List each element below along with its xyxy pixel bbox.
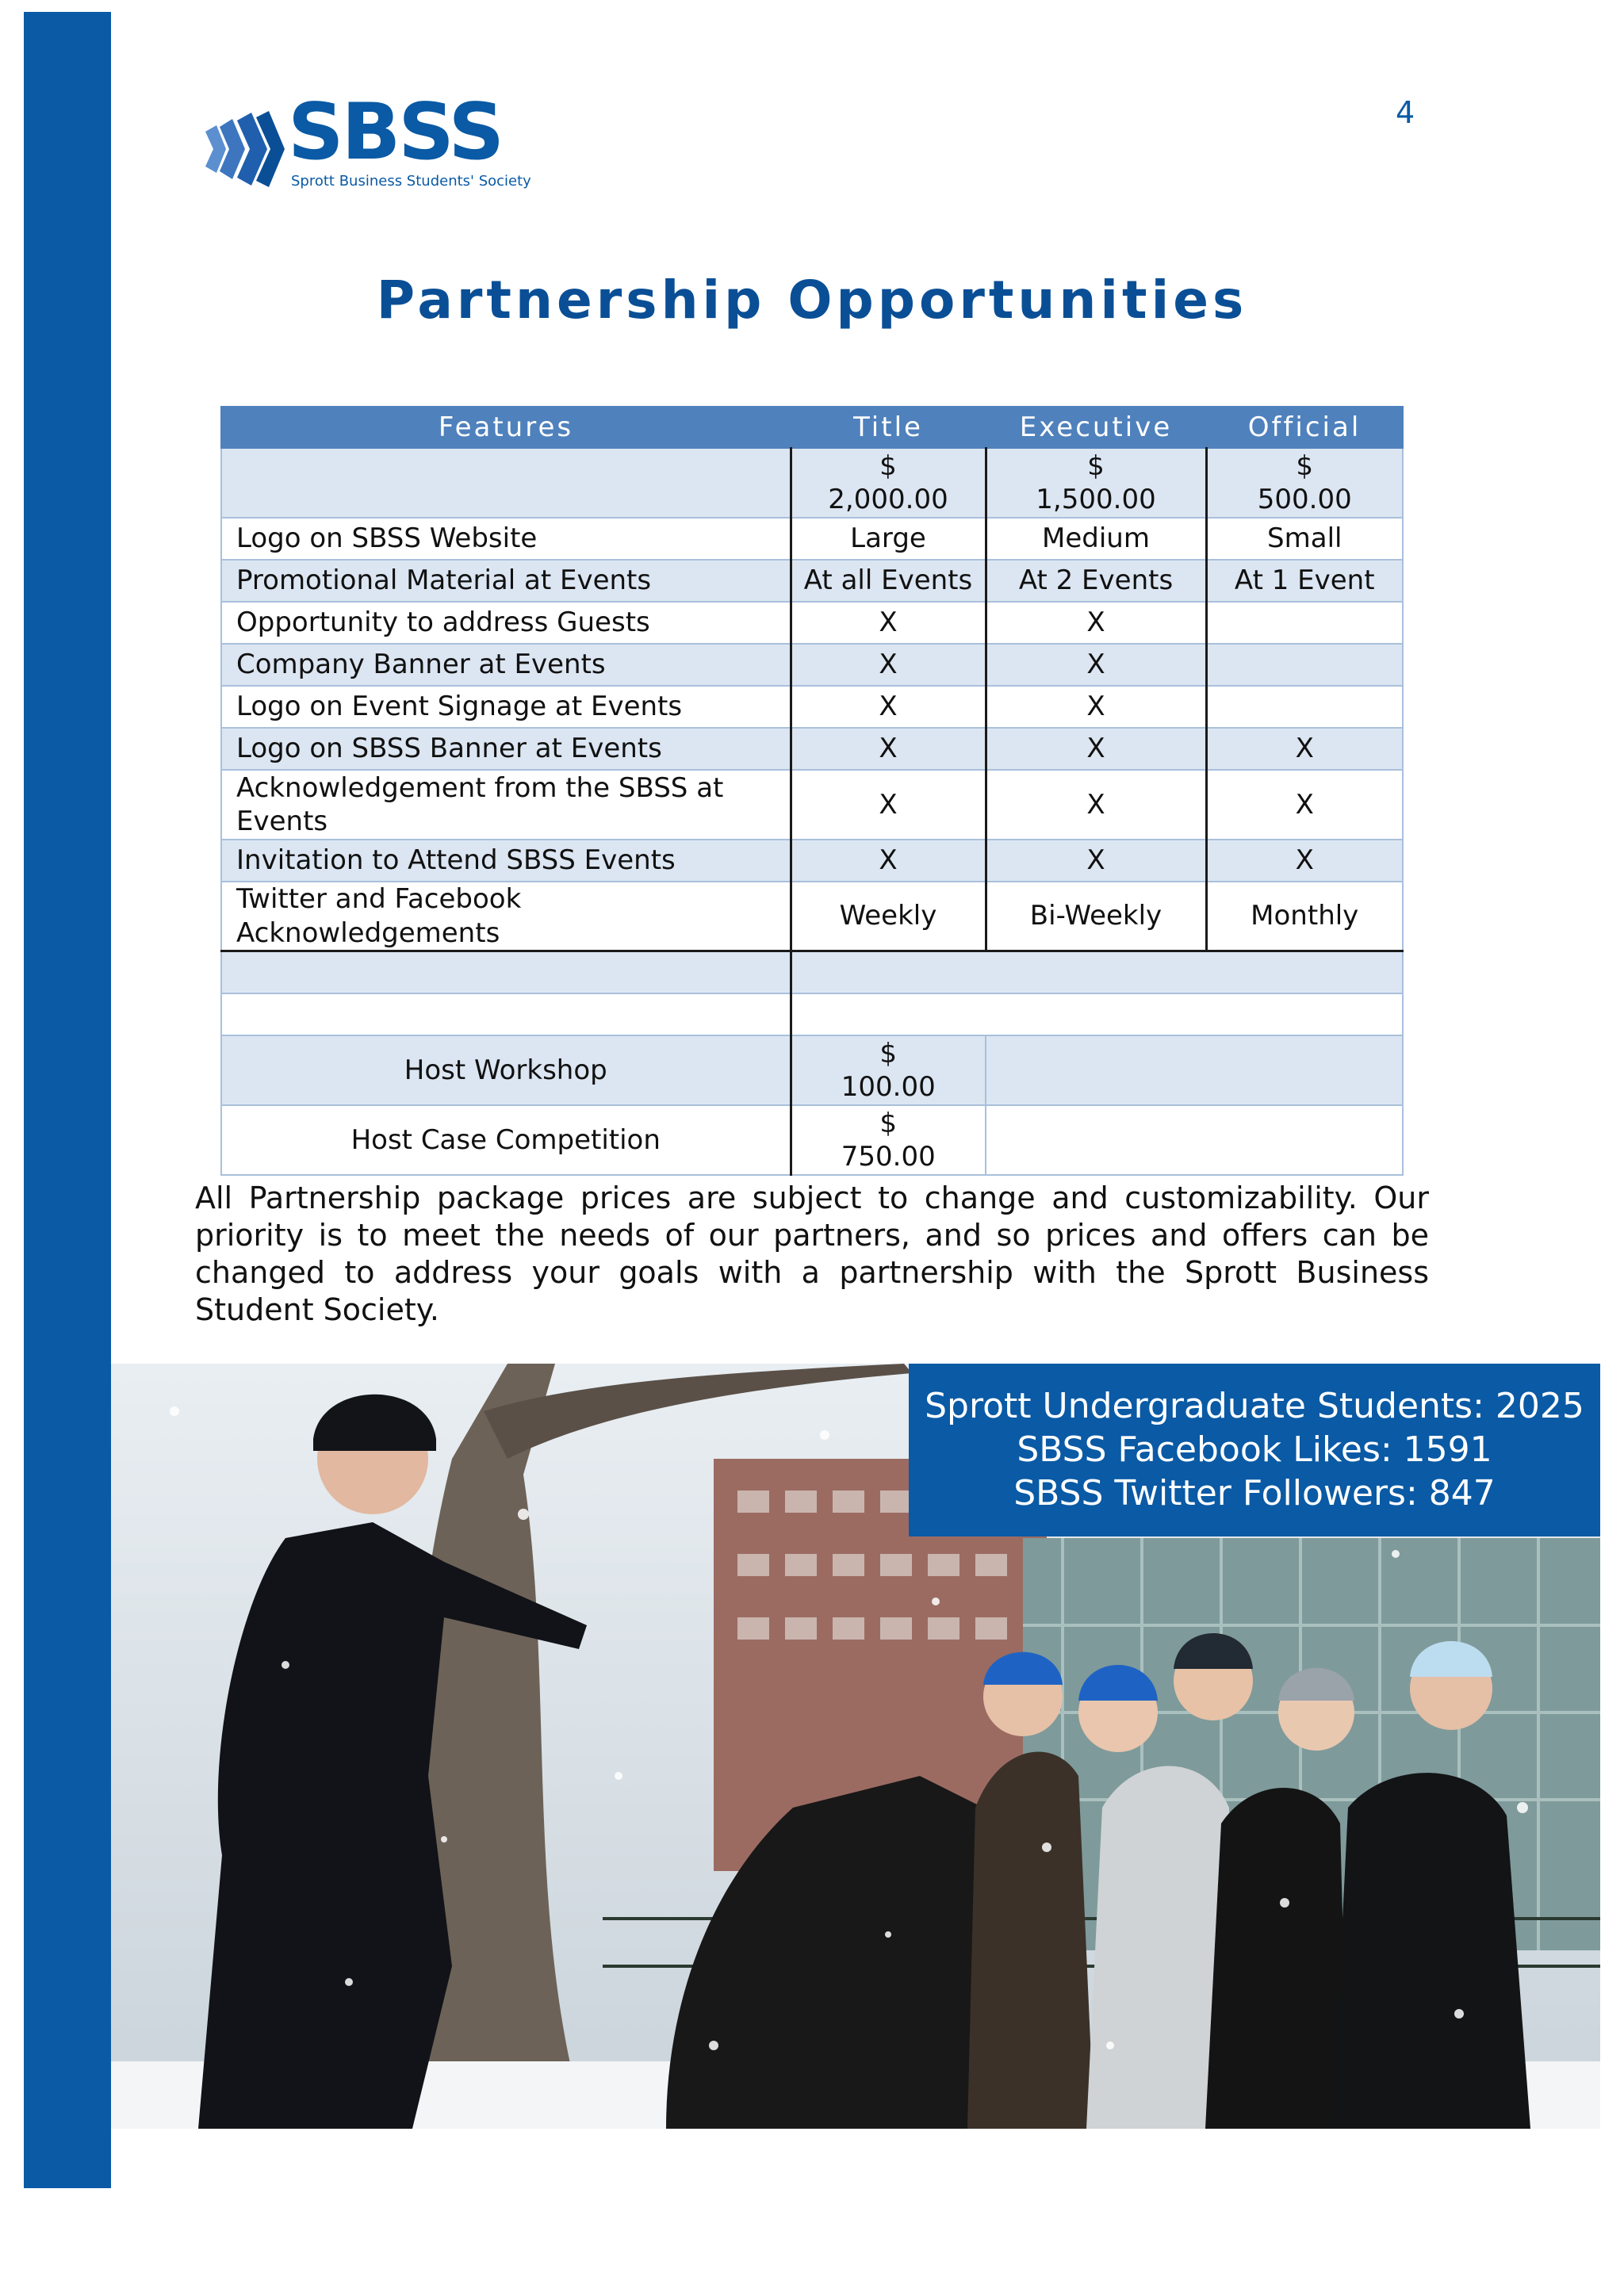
table-row bbox=[221, 882, 1403, 951]
header-official: Official bbox=[1206, 407, 1403, 448]
executive-cell: X bbox=[986, 602, 1206, 644]
executive-cell: X bbox=[986, 728, 1206, 770]
header-features: Features bbox=[221, 407, 791, 448]
empty-cell bbox=[986, 1105, 1403, 1175]
feature-cell: Acknowledgement from the SBSS at Events bbox=[221, 770, 791, 840]
table-row bbox=[221, 518, 1403, 560]
stat-facebook-likes: SBSS Facebook Likes: 1591 bbox=[1017, 1429, 1492, 1470]
disclaimer-text: All Partnership package prices are subject to change and customizability. Our priority is to meet the needs of our partners, and so prices and offers can be changed to address your goals with a partnership with the Sprott Business Student Society. bbox=[195, 1181, 1429, 1327]
sbss-logo-mark bbox=[202, 109, 285, 189]
official-cell: X bbox=[1206, 728, 1403, 770]
feature-cell: Twitter and Facebook Acknowledgements bbox=[221, 882, 791, 951]
price-label-cell bbox=[221, 448, 791, 518]
feature-cell: Logo on Event Signage at Events bbox=[221, 686, 791, 728]
official-cell: At 1 Event bbox=[1206, 560, 1403, 602]
feature-cell: Opportunity to address Guests bbox=[221, 602, 791, 644]
price-title: $ 2,000.00 bbox=[791, 448, 986, 518]
title-cell: Large bbox=[791, 518, 986, 560]
official-cell: X bbox=[1206, 840, 1403, 882]
table-row bbox=[221, 560, 1403, 602]
partnership-table bbox=[220, 406, 1404, 1176]
title-cell: X bbox=[791, 770, 986, 840]
table-row bbox=[221, 728, 1403, 770]
executive-cell: X bbox=[986, 770, 1206, 840]
executive-cell: Medium bbox=[986, 518, 1206, 560]
table-row bbox=[221, 686, 1403, 728]
title-cell: X bbox=[791, 602, 986, 644]
executive-cell: At 2 Events bbox=[986, 560, 1206, 602]
page-title: Partnership Opportunities bbox=[376, 270, 1248, 331]
empty-cell bbox=[221, 993, 791, 1035]
feature-cell: Promotional Material at Events bbox=[221, 560, 791, 602]
logo-subtitle: Sprott Business Students' Society bbox=[291, 173, 531, 189]
table-row bbox=[221, 602, 1403, 644]
empty-cell bbox=[791, 993, 1403, 1035]
empty-cell bbox=[221, 951, 791, 994]
stat-twitter-followers: SBSS Twitter Followers: 847 bbox=[1013, 1473, 1496, 1513]
feature-cell: Company Banner at Events bbox=[221, 644, 791, 686]
table-row bbox=[221, 840, 1403, 882]
official-cell: Monthly bbox=[1206, 882, 1403, 951]
empty-cell bbox=[791, 951, 1403, 994]
header-title: Title bbox=[791, 407, 986, 448]
official-cell bbox=[1206, 602, 1403, 644]
page-number: 4 bbox=[1396, 95, 1415, 130]
sbss-logo bbox=[202, 87, 531, 194]
executive-cell: X bbox=[986, 840, 1206, 882]
empty-row bbox=[221, 951, 1403, 994]
addon-row bbox=[221, 1105, 1403, 1175]
official-cell: Small bbox=[1206, 518, 1403, 560]
addon-label: Host Case Competition bbox=[221, 1105, 791, 1175]
feature-cell: Invitation to Attend SBSS Events bbox=[221, 840, 791, 882]
empty-cell bbox=[986, 1035, 1403, 1105]
table-row bbox=[221, 770, 1403, 840]
official-cell: X bbox=[1206, 770, 1403, 840]
title-cell: At all Events bbox=[791, 560, 986, 602]
price-row bbox=[221, 448, 1403, 518]
empty-row bbox=[221, 993, 1403, 1035]
addon-price: $ 100.00 bbox=[791, 1035, 986, 1105]
table-header-row bbox=[221, 407, 1403, 448]
title-cell: X bbox=[791, 840, 986, 882]
price-official: $ 500.00 bbox=[1206, 448, 1403, 518]
addon-label: Host Workshop bbox=[221, 1035, 791, 1105]
stat-students: Sprott Undergraduate Students: 2025 bbox=[925, 1386, 1584, 1426]
title-cell: X bbox=[791, 686, 986, 728]
feature-cell: Logo on SBSS Website bbox=[221, 518, 791, 560]
table-row bbox=[221, 644, 1403, 686]
title-cell: X bbox=[791, 728, 986, 770]
title-cell: X bbox=[791, 644, 986, 686]
executive-cell: X bbox=[986, 686, 1206, 728]
executive-cell: X bbox=[986, 644, 1206, 686]
addon-price: $ 750.00 bbox=[791, 1105, 986, 1175]
feature-cell: Logo on SBSS Banner at Events bbox=[221, 728, 791, 770]
price-executive: $ 1,500.00 bbox=[986, 448, 1206, 518]
header-executive: Executive bbox=[986, 407, 1206, 448]
logo-wordmark: SBSS bbox=[288, 87, 503, 178]
side-accent-bar bbox=[24, 12, 111, 2188]
title-cell: Weekly bbox=[791, 882, 986, 951]
stats-panel bbox=[909, 1364, 1600, 1536]
executive-cell: Bi-Weekly bbox=[986, 882, 1206, 951]
addon-row bbox=[221, 1035, 1403, 1105]
official-cell bbox=[1206, 686, 1403, 728]
official-cell bbox=[1206, 644, 1403, 686]
